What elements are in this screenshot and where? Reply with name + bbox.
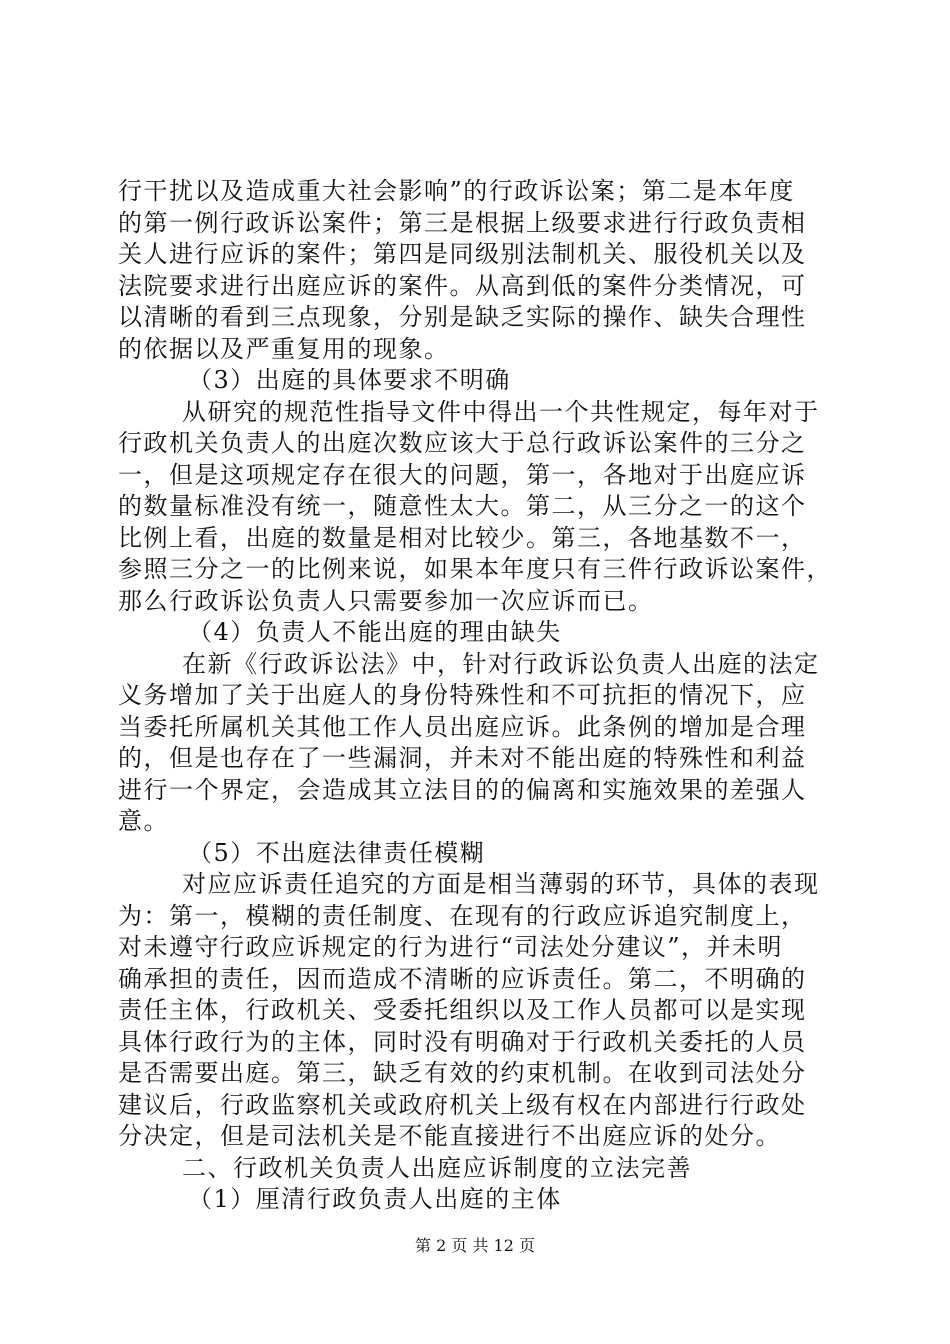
paragraph-first-line: 从研究的规范性指导文件中得出一个共性规定，每年对于: [182, 397, 820, 426]
text-line: 当委托所属机关其他工作人员出庭应诉。此条例的增加是合理: [118, 712, 807, 741]
text-line: 是否需要出庭。第三，缺乏有效的约束机制。在收到司法处分: [118, 1059, 807, 1087]
text-line: 分决定，但是司法机关是不能直接进行不出庭应诉的处分。: [118, 1122, 781, 1150]
text-line: 具体行政行为的主体，同时没有明确对于行政机关委托的人员: [118, 1027, 807, 1056]
section-heading: （3）出庭的具体要求不明确: [188, 366, 511, 394]
text-line: 的数量标准没有统一，随意性太大。第二，从三分之一的这个: [118, 492, 807, 520]
text-line: 的依据以及严重复用的现象。: [118, 334, 450, 363]
text-line: 义务增加了关于出庭人的身份特殊性和不可抗拒的情况下，应: [118, 681, 807, 709]
text-line: 责任主体，行政机关、受委托组织以及工作人员都可以是实现: [118, 996, 807, 1024]
paragraph-first-line: 对应应诉责任追究的方面是相当薄弱的环节，具体的表现: [182, 870, 820, 898]
text-line: 关人进行应诉的案件；第四是同级别法制机关、服役机关以及: [118, 240, 807, 268]
text-line: 法院要求进行出庭应诉的案件。从高到低的案件分类情况，可: [118, 271, 807, 300]
text-line: 比例上看，出庭的数量是相对比较少。第三，各地基数不一，: [118, 523, 807, 552]
paragraph-first-line: 在新《行政诉讼法》中，针对行政诉讼负责人出庭的法定: [182, 649, 820, 678]
text-line: 的第一例行政诉讼案件；第三是根据上级要求进行行政负责相: [118, 208, 807, 237]
text-line: 行政机关负责人的出庭次数应该大于总行政诉讼案件的三分之: [118, 429, 807, 457]
text-line: 对未遵守行政应诉规定的行为进行“司法处分建议”，并未明: [118, 933, 784, 961]
text-line: 行干扰以及造成重大社会影响”的行政诉讼案；第二是本年度: [118, 177, 795, 205]
text-line: 那么行政诉讼负责人只需要参加一次应诉而已。: [118, 586, 654, 615]
section-heading: （4）负责人不能出庭的理由缺失: [188, 618, 562, 646]
text-line: 以清晰的看到三点现象，分别是缺乏实际的操作、缺失合理性: [118, 303, 807, 331]
text-line: 参照三分之一的比例来说，如果本年度只有三件行政诉讼案件，: [118, 555, 832, 583]
text-line: 意。: [118, 807, 169, 835]
text-line: 的，但是也存在了一些漏洞，并未对不能出庭的特殊性和利益: [118, 744, 807, 772]
text-line: 一，但是这项规定存在很大的问题，第一，各地对于出庭应诉: [118, 460, 807, 489]
chapter-heading: 二、行政机关负责人出庭应诉制度的立法完善: [182, 1153, 692, 1182]
text-line: 进行一个界定，会造成其立法目的的偏离和实施效果的差强人: [118, 775, 807, 804]
text-line: 为：第一，模糊的责任制度、在现有的行政应诉追究制度上，: [118, 901, 807, 930]
section-heading: （1）厘清行政负责人出庭的主体: [188, 1185, 562, 1213]
text-line: 建议后，行政监察机关或政府机关上级有权在内部进行行政处: [118, 1090, 807, 1119]
text-line: 确承担的责任，因而造成不清晰的应诉责任。第二，不明确的: [118, 964, 807, 993]
document-body: [118, 176, 838, 1216]
page-number-footer: 第 2 页 共 12 页: [415, 1236, 535, 1255]
section-heading: （5）不出庭法律责任模糊: [188, 838, 486, 867]
